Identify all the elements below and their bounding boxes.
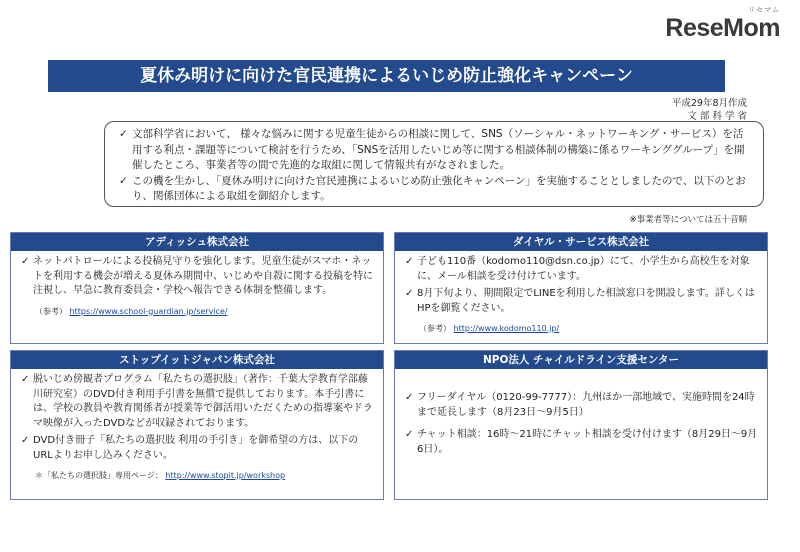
- resemom-logo: [665, 7, 780, 43]
- card-item: [21, 434, 375, 463]
- card-title: アディッシュ株式会社: [11, 233, 383, 251]
- reference: [21, 469, 375, 484]
- reference-link[interactable]: http://www.stopit.jp/workshop: [165, 471, 286, 480]
- reference: [405, 322, 759, 337]
- card-item-text: ネットパトロールによる投稿見守りを強化します。児童生徒がスマホ・ネットを利用する機会が増える夏休み期間中、いじめや自殺に関する投稿を特に注視し、早急に教育委員会・学校へ報告できる体制を整備します。: [33, 256, 373, 296]
- reference-label: ＊「私たちの選択肢」専用ページ：: [35, 471, 163, 480]
- card-item-text: 子ども110番（kodomo110@dsn.co.jp）にて、小学生から高校生を対象に、メール相談を受け付けています。: [417, 256, 750, 282]
- card-title: ストップイットジャパン株式会社: [11, 351, 383, 369]
- intro-box: [104, 121, 764, 207]
- card-item: [405, 428, 759, 457]
- card-item-text: 脱いじめ傍観者プログラム「私たちの選択肢」（著作：千葉大学教育学部藤川研究室）のDVD付き利用手引書を無償で提供しております。本手引書には、学校の教員や教育関係者が授業等で御活用いただくための指導案やドラマ映像が入ったDVDなどが収録されております。: [33, 374, 373, 429]
- author: 文 部 科 学 省: [687, 111, 747, 122]
- card-item-text: 8月下旬より、期間限定でLINEを利用した相談窓口を開設します。詳しくはHPを御覧ください。: [417, 288, 755, 314]
- page-title: 夏休み明けに向けた官民連携によるいじめ防止強化キャンペーン: [48, 60, 725, 92]
- check-icon: ✓: [119, 128, 128, 140]
- check-icon: ✓: [21, 256, 30, 267]
- intro-item: [119, 127, 753, 174]
- reference: [21, 305, 375, 320]
- card-item: [405, 255, 759, 284]
- card-item-text: チャット相談：16時～21時にチャット相談を受け付けます（8月29日～9月6日）。: [417, 429, 758, 455]
- check-icon: ✓: [405, 429, 414, 440]
- logo-ruby: リセマム: [748, 7, 780, 14]
- check-icon: ✓: [405, 392, 414, 403]
- intro-text: 文部科学省において、 様々な悩みに関する児童生徒からの相談に関して、SNS（ソーシャル・ネットワーキング・サービス）を活用する利点・課題等について検討を行うため、「SNSを活用したいじめ等に関する相談体制の構築に係るワーキンググループ」を開催したところ、事業者等の間で先進的な取組に関して情報共有がなされました。: [132, 128, 745, 171]
- check-icon: ✓: [21, 374, 30, 385]
- card-item: [405, 287, 759, 316]
- card-title: ダイヤル・サービス株式会社: [395, 233, 767, 251]
- reference-link[interactable]: http://www.kodomo110.jp/: [453, 324, 560, 333]
- card-stopit-japan: [10, 350, 384, 500]
- check-icon: ✓: [405, 288, 414, 299]
- card-item: [21, 255, 375, 299]
- card-item-text: DVD付き冊子「私たちの選択肢 利用の手引き」を御希望の方は、以下のURLよりお申し込みください。: [33, 435, 359, 461]
- reference-label: （参考）: [35, 306, 67, 316]
- creation-date: 平成29年8月作成: [671, 98, 747, 109]
- card-adish: [10, 232, 384, 344]
- intro-text: この機を生かし、「夏休み明けに向けた官民連携によるいじめ防止強化キャンペーン」を実施することとしましたので、以下のとおり、関係団体による取組を御紹介します。: [132, 174, 746, 202]
- logo-text: ReseMom: [665, 14, 780, 42]
- check-icon: ✓: [119, 174, 128, 187]
- card-item: [21, 373, 375, 431]
- card-dial-service: [394, 232, 768, 344]
- check-icon: ✓: [405, 256, 414, 267]
- reference-label: （参考）: [419, 324, 451, 333]
- check-icon: ✓: [21, 435, 30, 446]
- card-item: [405, 391, 759, 420]
- reference-link[interactable]: https://www.school-guardian.jp/service/: [69, 306, 228, 316]
- order-note: ※事業者等については五十音順: [629, 215, 747, 225]
- card-title: NPO法人 チャイルドライン支援センター: [395, 351, 767, 369]
- intro-item: [119, 174, 753, 205]
- date-block: [672, 97, 747, 123]
- card-item-text: フリーダイヤル（0120-99-7777）：九州ほか一部地域で、実施時間を24時まで延長します（8月23日～9月5日）: [417, 392, 755, 418]
- card-childline: [394, 350, 768, 500]
